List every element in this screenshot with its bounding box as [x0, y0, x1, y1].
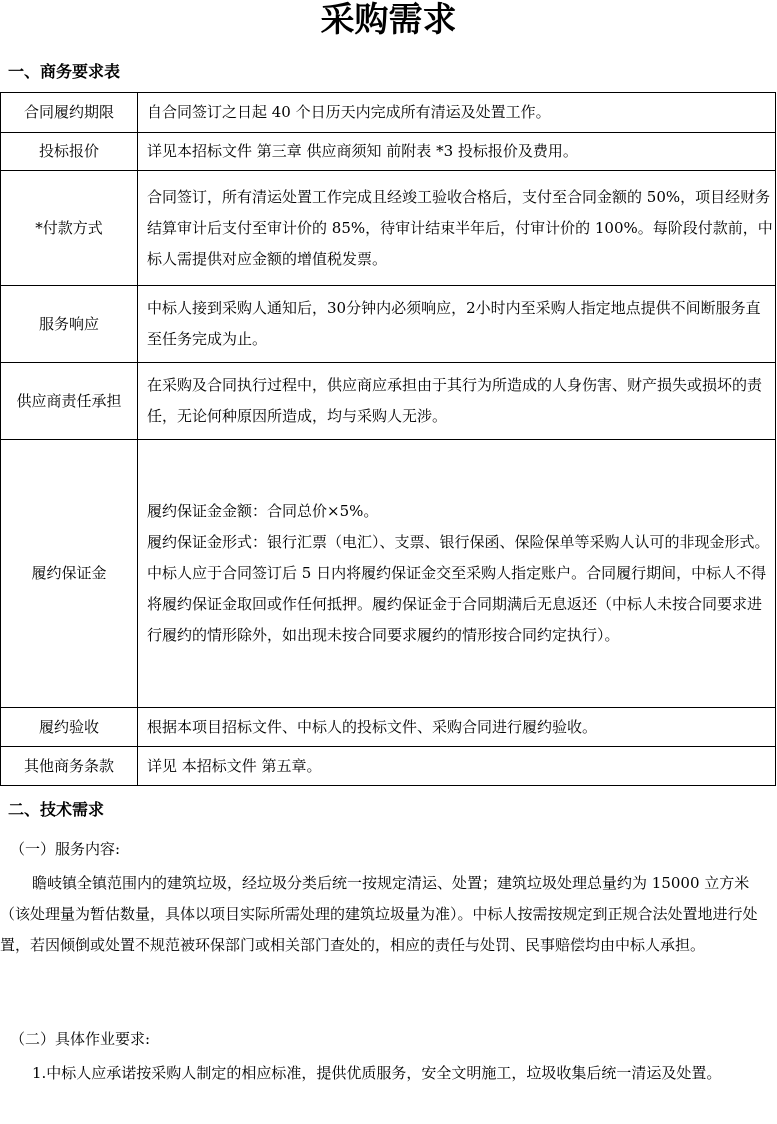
row-key: 履约保证金	[1, 440, 138, 708]
row-key: 履约验收	[1, 708, 138, 747]
subheading-service-content: （一）服务内容:	[10, 840, 121, 858]
row-value: 自合同签订之日起 40 个日历天内完成所有清运及处置工作。	[138, 93, 776, 133]
table-row	[1, 747, 776, 786]
row-key: 其他商务条款	[1, 747, 138, 786]
row-key: *付款方式	[1, 171, 138, 286]
table-row	[1, 440, 776, 708]
table-row	[1, 93, 776, 133]
paragraph-service-content: 瞻岐镇全镇范围内的建筑垃圾，经垃圾分类后统一按规定清运、处置；建筑垃圾处理总量约为 15000 立方米（该处理量为暂估数量，具体以项目实际所需处理的建筑垃圾量为准）。中标人按需按规定到正规合法处置地进行处置，若因倾倒或处置不规范被环保部门或相关部门查处的，相应的责任与处罚、民事赔偿均由中标人承担。	[0, 874, 758, 954]
business-requirements-table	[0, 92, 776, 786]
row-value: 根据本项目招标文件、中标人的投标文件、采购合同进行履约验收。	[138, 708, 776, 747]
row-value: 合同签订，所有清运处置工作完成且经竣工验收合格后，支付至合同金额的 50%，项目经财务结算审计后支付至审计价的 85%，待审计结束半年后，付审计价的 100%。每阶段付款前，中标人需提供对应金额的增值税发票。	[138, 171, 776, 286]
subheading-work-requirements: （二）具体作业要求:	[10, 1030, 151, 1048]
table-row	[1, 171, 776, 286]
section-heading-technical: 二、技术需求	[8, 800, 105, 819]
table-row	[1, 133, 776, 171]
row-key: 供应商责任承担	[1, 363, 138, 440]
row-key: 合同履约期限	[1, 93, 138, 133]
row-value: 详见本招标文件 第三章 供应商须知 前附表 *3 投标报价及费用。	[138, 133, 776, 171]
row-value: 详见 本招标文件 第五章。	[138, 747, 776, 786]
table-row	[1, 363, 776, 440]
row-key: 服务响应	[1, 286, 138, 363]
row-value: 在采购及合同执行过程中，供应商应承担由于其行为所造成的人身伤害、财产损失或损坏的责任，无论何种原因所造成，均与采购人无涉。	[138, 363, 776, 440]
row-value: 履约保证金金额：合同总价×5%。 履约保证金形式：银行汇票（电汇）、支票、银行保函、保险保单等采购人认可的非现金形式。 中标人应于合同签订后 5 日内将履约保证金交至采购人指定账户。合同履行期间，中标人不得将履约保证金取回或作任何抵押。履约保证金于合同期满后无息返还（中标人未按合同要求进行履约的情形除外，如出现未按合同要求履约的情形按合同约定执行）。	[138, 440, 776, 708]
paragraph-work-requirements: 1.中标人应承诺按采购人制定的相应标准，提供优质服务，安全文明施工，垃圾收集后统一清运及处置。	[32, 1064, 722, 1082]
row-key: 投标报价	[1, 133, 138, 171]
section-heading-business: 一、商务要求表	[8, 62, 121, 81]
page-title: 采购需求	[320, 0, 457, 40]
row-value: 中标人接到采购人通知后，30分钟内必须响应，2小时内至采购人指定地点提供不间断服务直至任务完成为止。	[138, 286, 776, 363]
table-row	[1, 708, 776, 747]
table-row	[1, 286, 776, 363]
